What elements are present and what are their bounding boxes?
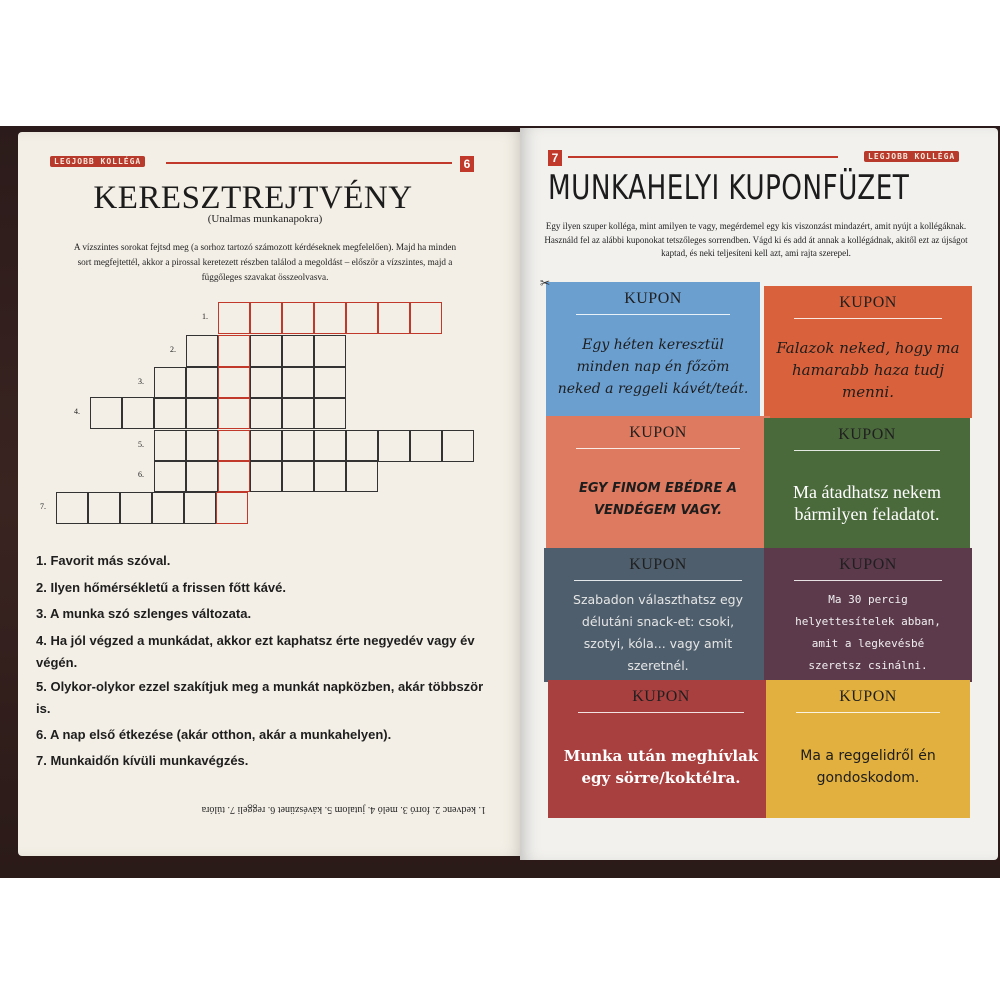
brand-label-right: LEGJOBB KOLLÉGA [864,151,959,162]
crossword-cell[interactable] [120,492,152,524]
crossword-cell[interactable] [186,335,218,367]
crossword-cell[interactable] [216,492,248,524]
crossword-cell[interactable] [250,430,282,462]
coupon-divider [794,450,940,451]
header-rule-right [568,156,838,158]
coupon-heading: KUPON [629,556,687,573]
coupon-divider [794,580,942,581]
coupon-divider [794,318,942,319]
crossword-cell[interactable] [186,460,218,492]
page-number-left: 6 [460,156,474,172]
crossword-row-number: 3. [138,377,144,386]
crossword-cell[interactable] [218,367,250,399]
coupon-heading: KUPON [839,556,897,573]
coupon-text: Munka után meghívlak egy sörre/koktélra. [563,747,759,787]
crossword-cell[interactable] [154,367,186,399]
crossword-cell[interactable] [186,367,218,399]
crossword-cell[interactable] [410,302,442,334]
coupon-card [764,286,972,418]
crossword-cell[interactable] [88,492,120,524]
coupon-heading: KUPON [839,294,897,311]
coupon-divider [578,712,744,713]
crossword-cell[interactable] [314,335,346,367]
clue-item: 4. Ha jól végzed a munkádat, akkor ezt kaphatsz érte negyedév vagy év végén. [36,632,475,670]
crossword-cell[interactable] [90,397,122,429]
crossword-cell[interactable] [346,302,378,334]
crossword-intro: A vízszintes sorokat fejtsd meg (a sorhoz tartozó számozott kérdéseknek megfelelően). Majd ha minden sort megfejtettél, akkor a pirossal keretezett részben találod a megoldást – először a vízszintes, majd a függőleges szavakat összeolvasva. [73,242,457,282]
clue-list [36,548,496,775]
coupon-intro: Egy ilyen szuper kolléga, mint amilyen te vagy, megérdemel egy kis viszonzást mindazért, amit nyújt a kollégáknak. Használd fel az alábbi kuponokat tetszőleges sorrendben. Vágd ki és add át annak a kollégádnak, akitől ezt az újságot kaptad, és neki teljesíteni kell azt, ami rajta szerepel. [544,221,968,258]
coupon-heading: KUPON [838,426,896,443]
clue-item: 7. Munkaidőn kívüli munkavégzés. [36,753,249,768]
crossword-title: KERESZTREJTVÉNY [93,180,413,216]
clue-item: 6. A nap első étkezése (akár otthon, akár a munkahelyen). [36,726,392,742]
crossword-cell[interactable] [282,430,314,462]
crossword-cell[interactable] [56,492,88,524]
crossword-cell[interactable] [282,460,314,492]
crossword-row-number: 4. [74,407,80,416]
crossword-cell[interactable] [378,430,410,462]
crossword-cell[interactable] [218,430,250,462]
coupon-card [548,680,774,818]
crossword-cell[interactable] [250,335,282,367]
page-number-right: 7 [548,150,562,166]
crossword-row-number: 1. [202,312,208,321]
coupon-text: EGY FINOM EBÉDRE A VENDÉGEM VAGY. [578,481,737,518]
scissors-icon: ✂ [540,276,551,290]
coupon-text: Falazok neked, hogy ma hamarabb haza tudj menni. [776,339,960,401]
clue-item: 2. Ilyen hőmérsékletű a frissen főtt kávé. [36,579,286,595]
crossword-cell[interactable] [314,367,346,399]
brand-label-left: LEGJOBB KOLLÉGA [50,156,145,167]
crossword-row-number: 7. [40,502,46,511]
crossword-cell[interactable] [184,492,216,524]
crossword-cell[interactable] [122,397,154,429]
crossword-cell[interactable] [282,397,314,429]
crossword-cell[interactable] [250,460,282,492]
crossword-cell[interactable] [186,430,218,462]
crossword-cell[interactable] [314,302,346,334]
crossword-row-number: 5. [138,440,144,449]
coupon-card [764,548,972,682]
clue-item: 3. A munka szó szlenges változata. [36,606,252,621]
coupon-card [546,282,760,416]
crossword-cell[interactable] [154,460,186,492]
crossword-cell[interactable] [218,460,250,492]
crossword-row-number: 2. [170,345,176,354]
crossword-cell[interactable] [282,302,314,334]
coupon-text: Szabadon választhatsz egy délutáni snack-et: csoki, szotyi, kóla... vagy amit szeretnél. [573,592,743,673]
coupon-divider [574,580,742,581]
crossword-cell[interactable] [218,302,250,334]
crossword-cell[interactable] [186,397,218,429]
coupon-heading: KUPON [839,688,897,705]
crossword-cell[interactable] [154,430,186,462]
coupon-title: MUNKAHELYI KUPONFÜZET [548,168,910,208]
clue-item: 1. Favorit más szóval. [36,553,171,568]
crossword-row-number: 6. [138,470,144,479]
crossword-cell[interactable] [314,397,346,429]
crossword-cell[interactable] [314,430,346,462]
crossword-cell[interactable] [218,397,250,429]
crossword-cell[interactable] [442,430,474,462]
clue-item: 5. Olykor-olykor ezzel szakítjuk meg a munkát napközben, akár többször is. [36,678,484,716]
coupon-text: Ma a reggelidről én gondoskodom. [800,748,936,786]
crossword-cell[interactable] [250,367,282,399]
coupon-heading: KUPON [632,688,690,705]
coupon-divider [576,314,730,315]
coupon-heading: KUPON [624,290,682,307]
upside-down-answers: 1. kedvenc 2. forró 3. meló 4. jutalom 5. kávészünet 6. reggeli 7. túlóra [201,804,486,815]
coupon-divider [796,712,940,713]
crossword-cell[interactable] [282,335,314,367]
coupon-card [764,418,970,552]
crossword-cell[interactable] [282,367,314,399]
crossword-cell[interactable] [250,302,282,334]
crossword-subtitle: (Unalmas munkanapokra) [207,213,323,225]
header-rule-left [166,162,452,164]
coupon-card [766,680,970,818]
crossword-cell[interactable] [378,302,410,334]
crossword-cell[interactable] [346,430,378,462]
coupon-text: Ma 30 percig helyettesítelek abban, amit a legkevésbé szeretsz csinálni. [795,593,941,672]
coupon-grid [540,276,974,822]
coupon-text: Ma átadhatsz nekem bármilyen feladatot. [793,482,941,524]
coupon-text: Egy héten keresztül minden nap én főzöm neked a reggeli kávét/teát. [557,337,749,397]
coupon-card [544,548,772,682]
crossword-cell[interactable] [410,430,442,462]
coupon-divider [576,448,740,449]
crossword-cell[interactable] [250,397,282,429]
crossword-cell[interactable] [152,492,184,524]
crossword-cell[interactable] [314,460,346,492]
crossword-cell[interactable] [218,335,250,367]
coupon-heading: KUPON [629,424,687,441]
coupon-card [546,416,770,548]
crossword-cell[interactable] [346,460,378,492]
crossword-cell[interactable] [154,397,186,429]
